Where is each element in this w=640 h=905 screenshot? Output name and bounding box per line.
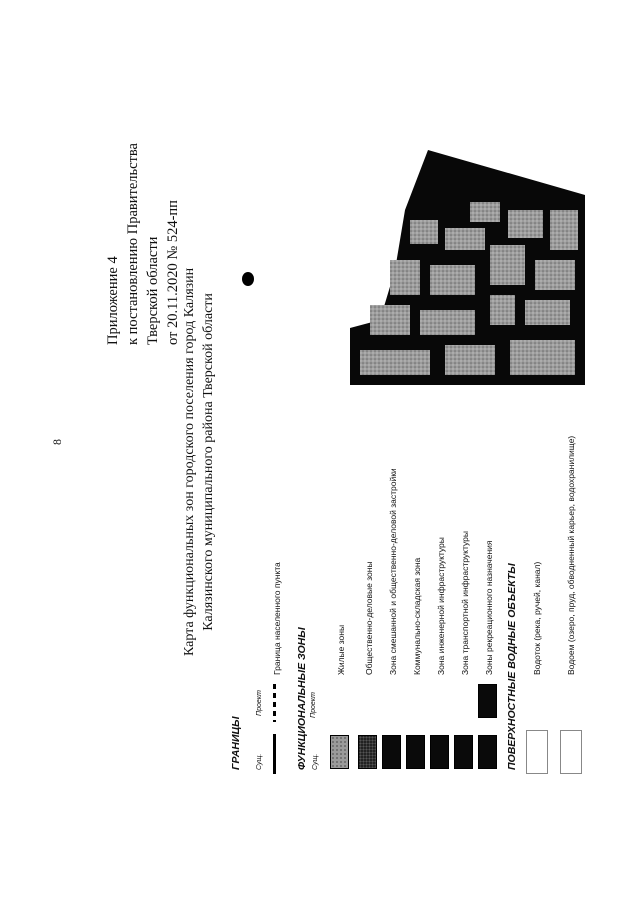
appendix-note <box>103 143 183 345</box>
zoning-map-image <box>350 150 585 385</box>
swatch-residential-existing <box>330 735 349 769</box>
page-number: 8 <box>50 439 64 445</box>
swatch-communal-storage-existing <box>406 735 425 769</box>
legend-water-watercourse: Водоток (река, ручей, канал) <box>532 561 542 675</box>
appendix-line-3: Тверской области <box>145 236 161 345</box>
legend-zones-col-existing: Сущ. <box>312 753 319 770</box>
appendix-line-2: к постановлению Правительства <box>125 143 141 345</box>
appendix-line-1: Приложение 4 <box>105 256 121 345</box>
legend-zone-recreation: Зоны рекреационного назначения <box>484 540 494 675</box>
legend-zone-communal-storage: Коммунально-складская зона <box>412 557 422 675</box>
map-title <box>180 268 218 656</box>
legend-water-header: ПОВЕРХНОСТНЫЕ ВОДНЫЕ ОБЪЕКТЫ <box>506 563 518 770</box>
boundary-project-line-icon <box>273 684 276 722</box>
north-marker-icon <box>242 272 254 286</box>
swatch-waterbody <box>560 730 582 774</box>
swatch-recreation-project <box>478 684 497 718</box>
legend-boundary-item: Граница населенного пункта <box>272 562 282 675</box>
appendix-line-4: от 20.11.2020 № 524-пп <box>165 200 181 345</box>
swatch-recreation-existing <box>478 735 497 769</box>
map-title-line-1: Карта функциональных зон городского поселения город Калязин <box>182 267 197 656</box>
legend-zones-header: ФУНКЦИОНАЛЬНЫЕ ЗОНЫ <box>296 627 308 770</box>
legend-zone-transport: Зона транспортной инфраструктуры <box>460 531 470 675</box>
legend-boundaries-header: ГРАНИЦЫ <box>230 716 242 770</box>
swatch-watercourse <box>526 730 548 774</box>
swatch-mixed-existing <box>382 735 401 769</box>
legend-zone-engineering: Зона инженерной инфраструктуры <box>436 537 446 675</box>
legend-zone-mixed: Зона смешанной и общественно-деловой застройки <box>388 468 398 675</box>
legend-zones-col-project: Проект <box>310 692 317 718</box>
legend-zone-public-business: Общественно-деловые зоны <box>364 561 374 675</box>
legend-boundaries-col-project: Проект <box>256 690 263 716</box>
swatch-public-business-existing <box>358 735 377 769</box>
legend-boundaries-col-existing: Сущ. <box>256 753 263 770</box>
swatch-engineering-existing <box>430 735 449 769</box>
swatch-transport-existing <box>454 735 473 769</box>
legend-zone-residential: Жилые зоны <box>336 624 346 675</box>
boundary-existing-line-icon <box>273 734 276 774</box>
map-title-line-2: Калязинского муниципального района Тверской области <box>201 293 216 631</box>
legend-water-waterbody: Водоем (озеро, пруд, обводненный карьер, водохранилище) <box>566 435 576 675</box>
